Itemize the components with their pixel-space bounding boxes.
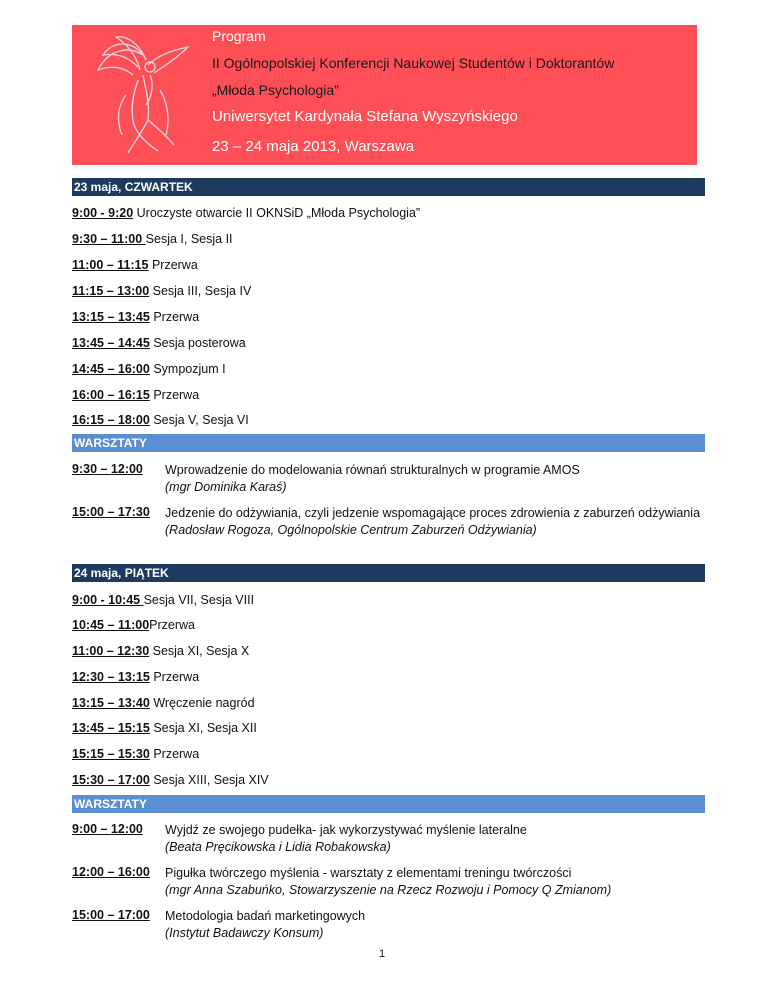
schedule-text: Sesja XI, Sesja X: [149, 644, 250, 658]
schedule-time: 16:00 – 16:15: [72, 388, 150, 402]
schedule-time: 15:15 – 15:30: [72, 747, 150, 761]
schedule-text: Wręczenie nagród: [149, 696, 255, 710]
dancer-logo-icon: [88, 35, 198, 160]
schedule-time: 13:45 – 14:45: [72, 336, 150, 350]
schedule-time: 9:00 - 9:20: [72, 206, 134, 220]
schedule-text: Sesja V, Sesja VI: [149, 413, 249, 427]
schedule-text: Sesja III, Sesja IV: [149, 284, 252, 298]
schedule-text: Sesja I, Sesja II: [145, 232, 233, 246]
header-dates: 23 – 24 maja 2013, Warszawa: [212, 138, 415, 155]
schedule-text: Sesja XI, Sesja XII: [149, 721, 257, 735]
schedule-row: [72, 336, 246, 350]
schedule-row: [72, 232, 233, 246]
schedule-row: [72, 284, 251, 298]
workshop-speaker: (Instytut Badawczy Konsum): [165, 926, 324, 940]
day1-heading: 23 maja, CZWARTEK: [72, 178, 705, 196]
schedule-time: 14:45 – 16:00: [72, 362, 150, 376]
workshop-time: 9:30 – 12:00: [72, 462, 143, 476]
schedule-row: [72, 618, 195, 632]
schedule-row: [72, 310, 199, 324]
schedule-time: 11:15 – 13:00: [72, 284, 150, 298]
schedule-text: Przerwa: [149, 618, 195, 632]
workshop-title: Jedzenie do odżywiania, czyli jedzenie wspomagające proces zdrowienia z zaburzeń odżywiania: [165, 506, 701, 520]
header-program: Program: [212, 28, 266, 44]
schedule-text: Sesja VII, Sesja VIII: [143, 593, 255, 607]
schedule-time: 10:45 – 11:00: [72, 618, 150, 632]
workshop-time: 12:00 – 16:00: [72, 865, 150, 879]
schedule-row: [72, 644, 249, 658]
day2-workshops-heading: WARSZTATY: [72, 795, 705, 813]
day2-heading: 24 maja, PIĄTEK: [72, 564, 705, 582]
schedule-text: Przerwa: [148, 258, 198, 272]
header-conference-name: II Ogólnopolskiej Konferencji Naukowej Studentów i Doktorantów: [212, 55, 615, 71]
schedule-time: 9:00 - 10:45: [72, 593, 144, 607]
schedule-text: Przerwa: [149, 310, 200, 324]
schedule-text: Uroczyste otwarcie II OKNSiD „Młoda Psychologia”: [133, 206, 421, 220]
schedule-time: 11:00 – 11:15: [72, 258, 149, 272]
workshop-speaker: (Beata Pręcikowska i Lidia Robakowska): [165, 840, 391, 854]
schedule-row: [72, 747, 199, 761]
header-university: Uniwersytet Kardynała Stefana Wyszyńskiego: [212, 108, 518, 125]
schedule-row: [72, 413, 249, 427]
schedule-row: [72, 258, 198, 272]
schedule-time: 13:15 – 13:40: [72, 696, 150, 710]
schedule-time: 13:45 – 15:15: [72, 721, 150, 735]
header-banner: [72, 25, 697, 165]
schedule-time: 12:30 – 13:15: [72, 670, 150, 684]
workshop-title: Wyjdź ze swojego pudełka- jak wykorzystywać myślenie lateralne: [165, 823, 527, 837]
workshop-title: Metodologia badań marketingowych: [165, 909, 366, 923]
schedule-text: Sesja XIII, Sesja XIV: [149, 773, 269, 787]
workshop-speaker: (mgr Anna Szabuńko, Stowarzyszenie na Rzecz Rozwoju i Pomocy Q Zmianom): [165, 883, 612, 897]
schedule-text: Przerwa: [149, 388, 200, 402]
schedule-row: [72, 593, 254, 607]
schedule-text: Przerwa: [149, 747, 200, 761]
workshop-title: Wprowadzenie do modelowania równań strukturalnych w programie AMOS: [165, 463, 580, 477]
workshop-speaker: (Radosław Rogoza, Ogólnopolskie Centrum Zaburzeń Odżywiania): [165, 523, 537, 537]
schedule-time: 9:30 – 11:00: [72, 232, 146, 246]
schedule-text: Sesja posterowa: [149, 336, 246, 350]
header-conference-title: „Młoda Psychologia”: [212, 82, 339, 98]
schedule-row: [72, 670, 199, 684]
day1-workshops-heading: WARSZTATY: [72, 434, 705, 452]
schedule-time: 16:15 – 18:00: [72, 413, 150, 427]
schedule-row: [72, 696, 255, 710]
schedule-time: 11:00 – 12:30: [72, 644, 150, 658]
schedule-row: [72, 388, 199, 402]
schedule-time: 15:30 – 17:00: [72, 773, 150, 787]
schedule-text: Przerwa: [149, 670, 200, 684]
workshop-speaker: (mgr Dominika Karaś): [165, 480, 287, 494]
page-number: 1: [379, 948, 386, 960]
schedule-text: Sympozjum I: [149, 362, 226, 376]
workshop-title: Pigułka twórczego myślenia - warsztaty z elementami treningu twórczości: [165, 866, 572, 880]
schedule-row: [72, 206, 420, 220]
schedule-row: [72, 721, 257, 735]
workshop-time: 9:00 – 12:00: [72, 822, 143, 836]
schedule-row: [72, 362, 226, 376]
workshop-time: 15:00 – 17:00: [72, 908, 150, 922]
workshop-time: 15:00 – 17:30: [72, 505, 150, 519]
schedule-time: 13:15 – 13:45: [72, 310, 150, 324]
schedule-row: [72, 773, 269, 787]
